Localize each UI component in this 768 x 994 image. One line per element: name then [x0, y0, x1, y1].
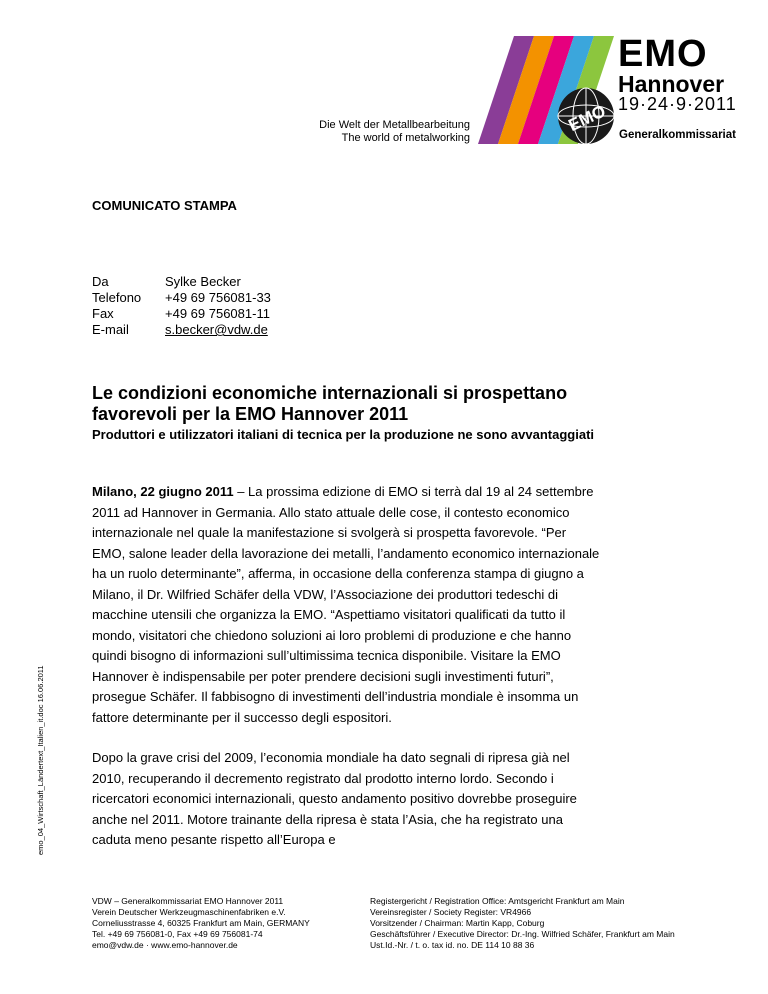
footer-contact-links[interactable]: emo@vdw.de · www.emo-hannover.de [92, 940, 238, 950]
contact-value: Sylke Becker [165, 274, 241, 289]
footer-line: Corneliusstrasse 4, 60325 Frankfurt am Main, GERMANY [92, 918, 310, 928]
footer-line: Vorsitzender / Chairman: Martin Kapp, Coburg [370, 918, 545, 928]
contact-label: E-mail [92, 322, 129, 337]
logo-hannover-text: Hannover [618, 71, 725, 97]
dateline: Milano, 22 giugno 2011 [92, 484, 234, 499]
footer-address [92, 896, 310, 951]
contact-block [92, 274, 271, 338]
contact-label: Fax [92, 306, 114, 321]
body-paragraph-2: Dopo la grave crisi del 2009, l’economia mondiale ha dato segnali di ripresa già nel 2010, recuperando il decremento registrato dal prodotto interno lordo. Secondo i ricercatori economici internazionali, questo andamento positivo dovrebbe proseguire anche nel 2011. Motore trainante della ripresa è stata l’Asia, che ha registrato una caduta meno pesante rispetto all’Europa e [92, 750, 577, 847]
press-release-label: COMUNICATO STAMPA [92, 198, 237, 213]
document-filename: emo_04_Wirtschaft_Ländertext_Italien_it.doc 16.06.2011 [36, 665, 45, 855]
footer-line: Vereinsregister / Society Register: VR4966 [370, 907, 532, 917]
footer-line: VDW – Generalkommissariat EMO Hannover 2011 [92, 896, 284, 906]
header-tagline [300, 119, 470, 145]
contact-value: +49 69 756081-11 [165, 306, 270, 321]
footer-line: Registergericht / Registration Office: Amtsgericht Frankfurt am Main [370, 896, 625, 906]
page-subtitle: Produttori e utilizzatori italiani di tecnica per la produzione ne sono avvantaggiati [92, 427, 595, 442]
contact-value: +49 69 756081-33 [165, 290, 271, 305]
contact-label: Da [92, 274, 109, 289]
logo-emo-text: EMO [618, 33, 708, 75]
page-title: Le condizioni economiche internazionali si prospettano favorevoli per la EMO Hannover 2011 [92, 383, 568, 424]
contact-row-phone [92, 290, 271, 306]
footer-registration [370, 896, 675, 951]
tagline-german: Die Welt der Metallbearbeitung [319, 119, 470, 131]
footer-line: Ust.Id.-Nr. / t. o. tax id. no. DE 114 10 88 36 [370, 940, 535, 950]
logo-dates-text: 19·24·9·2011 [618, 94, 737, 114]
contact-row-fax [92, 306, 271, 322]
globe-icon [558, 88, 614, 144]
body-paragraph-1 [92, 482, 602, 728]
footer-line: Geschäftsführer / Executive Director: Dr.-Ing. Wilfried Schäfer, Frankfurt am Main [370, 929, 675, 939]
globe-emo-text: EMO [565, 101, 609, 136]
tagline-english: The world of metalworking [341, 132, 470, 144]
contact-row-email [92, 322, 271, 338]
email-link[interactable]: s.becker@vdw.de [165, 322, 268, 337]
footer-line: Tel. +49 69 756081-0, Fax +49 69 756081-74 [92, 929, 263, 939]
contact-row-from [92, 274, 271, 290]
logo-subtitle-text: Generalkommissariat [619, 129, 736, 141]
footer-line: Verein Deutscher Werkzeugmaschinenfabriken e.V. [92, 907, 286, 917]
contact-label: Telefono [92, 290, 142, 305]
paragraph-text: – La prossima edizione di EMO si terrà dal 19 al 24 settembre 2011 ad Hannover in Germania. Allo stato attuale delle cose, il contesto economico internazionale nel quale la manifestazione si svolgerà si prospetta favorevole. “Per EMO, salone leader della lavorazione dei metalli, l’andamento economico internazionale ha un ruolo determinante”, afferma, in occasione della conferenza stampa di giugno a Milano, il Dr. Wilfried Schäfer della VDW, l’Associazione dei produttori tedeschi di macchine utensili che organizza la EMO. “Aspettiamo visitatori qualificati da tutto il mondo, visitatori che chiedono soluzioni ai loro problemi di produzione e che hanno quindi bisogno di informazioni sull’ultimissima tecnica disponibile. Visitare la EMO Hannover è indispensabile per poter prendere decisioni sugli investimenti futuri”, prosegue Schäfer. Il fabbisogno di investimenti dell’industria mondiale è insomma un fattore determinante per il successo degli espositori. [92, 484, 600, 725]
